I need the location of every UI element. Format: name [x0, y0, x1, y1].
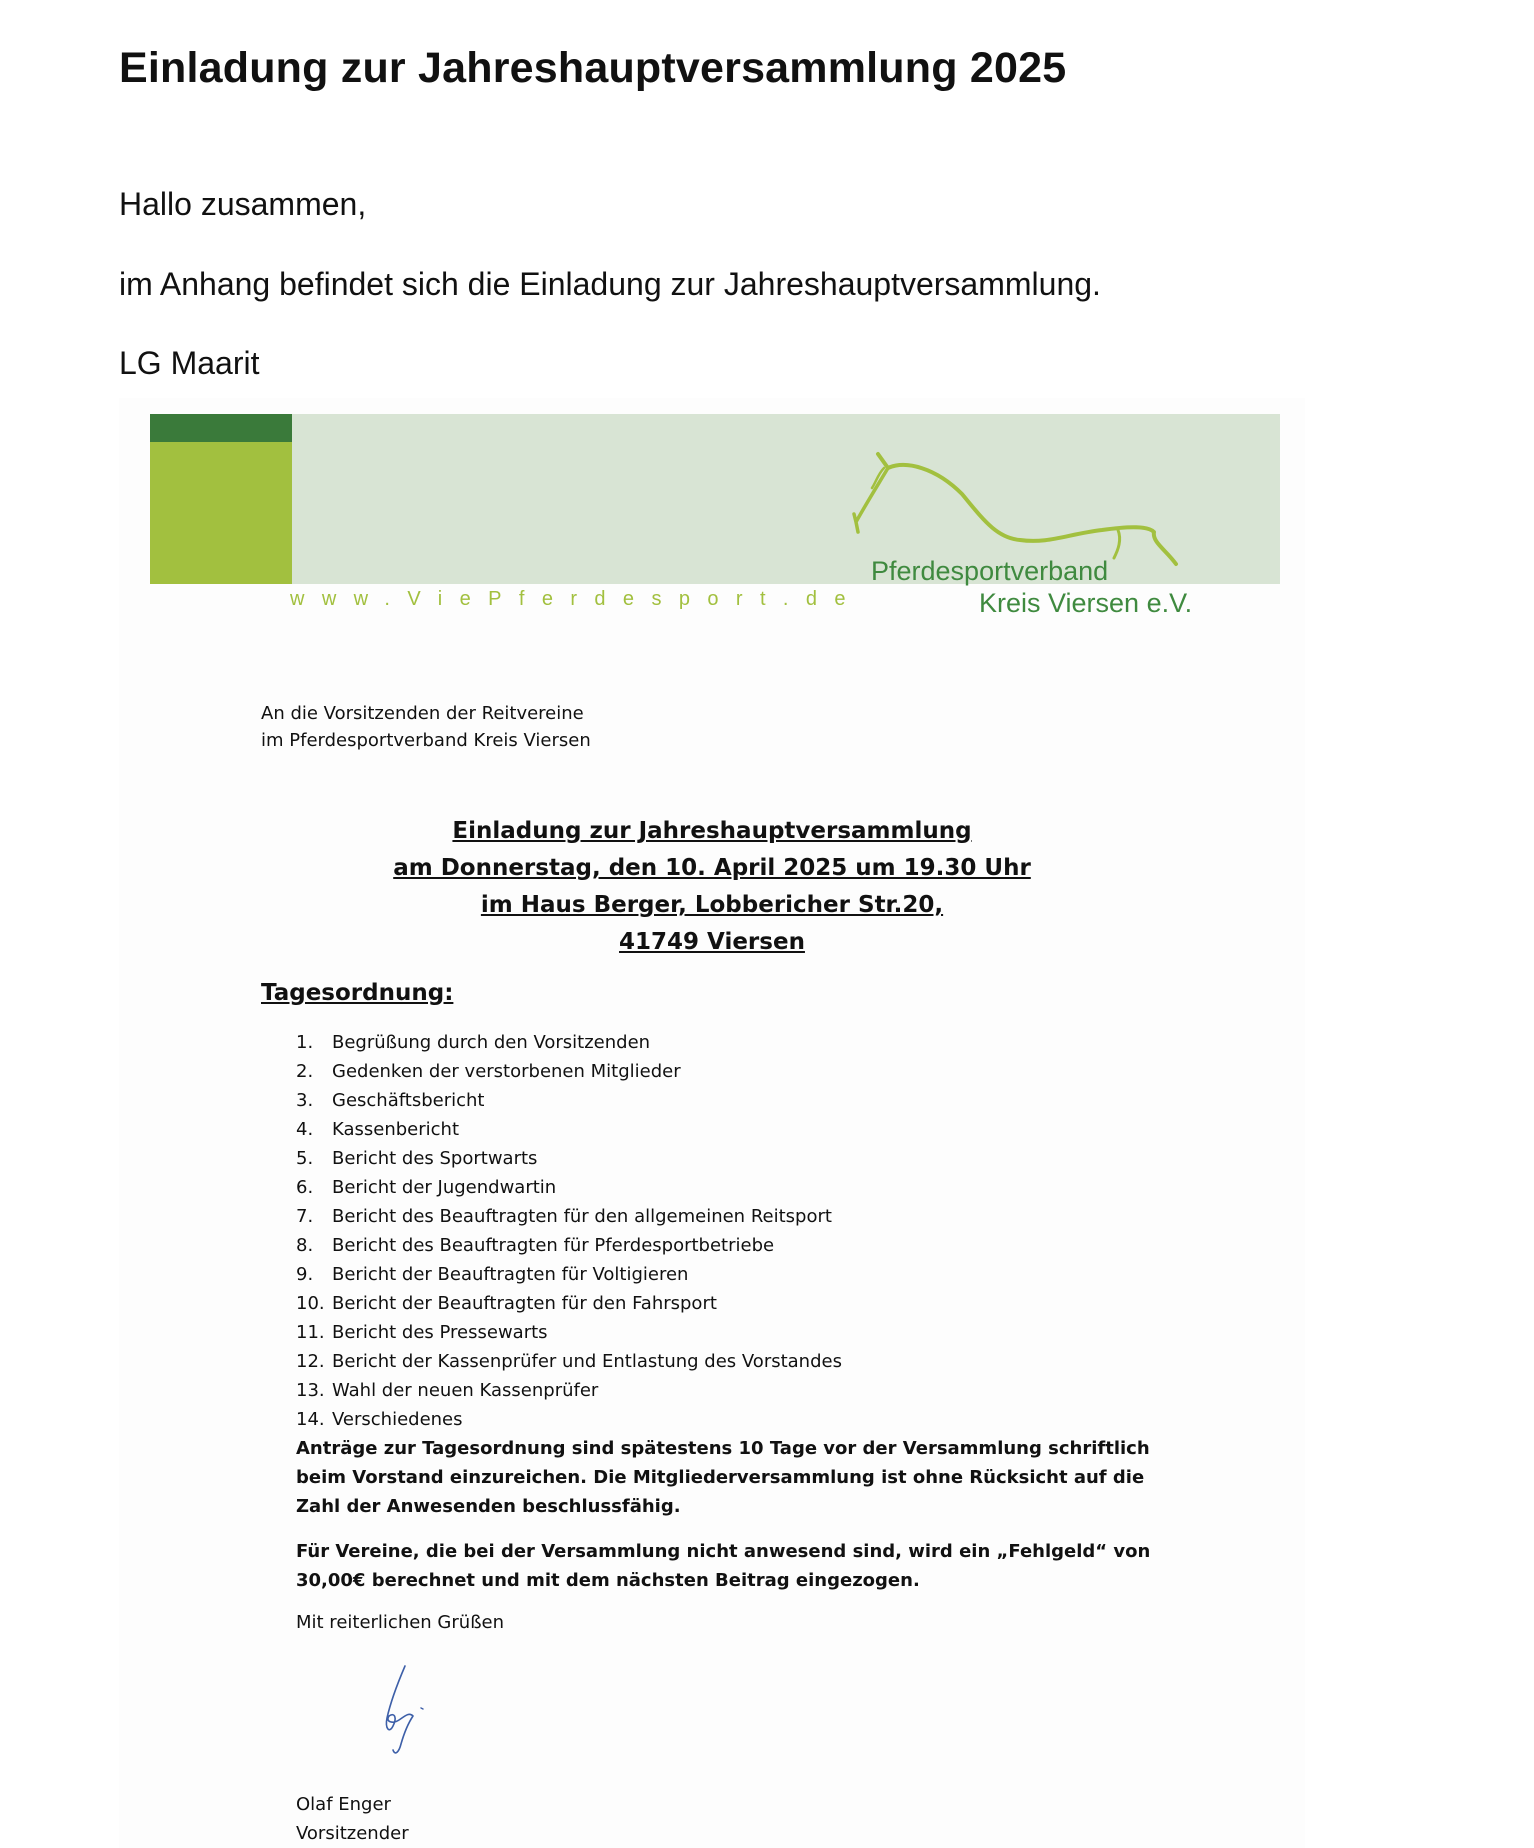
- agenda-number: 4.: [296, 1119, 314, 1140]
- agenda-list: [296, 1028, 842, 1434]
- signer-block: [296, 1790, 409, 1848]
- agenda-text: Bericht der Jugendwartin: [332, 1177, 557, 1198]
- website-url: www.ViePferdesport.de: [290, 588, 863, 610]
- recipient-line-2: im Pferdesportverband Kreis Viersen: [261, 730, 591, 751]
- heading-line-1: Einladung zur Jahreshauptversammlung: [452, 818, 972, 844]
- heading-line-2: am Donnerstag, den 10. April 2025 um 19.30 Uhr: [393, 855, 1031, 881]
- handwritten-signature: [359, 1660, 449, 1770]
- email-sign-off: LG Maarit: [119, 345, 260, 381]
- invitation-letter-attachment: [119, 398, 1305, 1848]
- agenda-item: [296, 1057, 842, 1086]
- agenda-number: 13.: [296, 1380, 325, 1401]
- agenda-number: 5.: [296, 1148, 314, 1169]
- closing-greeting: Mit reiterlichen Grüßen: [296, 1612, 505, 1633]
- agenda-text: Bericht der Beauftragten für Voltigieren: [332, 1264, 689, 1285]
- agenda-item: [296, 1028, 842, 1057]
- email-title: Einladung zur Jahreshauptversammlung 2025: [119, 44, 1067, 92]
- agenda-text: Bericht des Beauftragten für den allgemeinen Reitsport: [332, 1206, 832, 1227]
- banner-light-block: [150, 442, 292, 584]
- invitation-heading: [119, 813, 1305, 961]
- agenda-number: 7.: [296, 1206, 314, 1227]
- agenda-number: 10.: [296, 1293, 325, 1314]
- agenda-number: 2.: [296, 1061, 314, 1082]
- agenda-item: [296, 1086, 842, 1115]
- agenda-text: Bericht der Kassenprüfer und Entlastung des Vorstandes: [332, 1351, 842, 1372]
- recipient-address: [261, 700, 591, 754]
- email-greeting: Hallo zusammen,: [119, 186, 367, 222]
- agenda-item: [296, 1376, 842, 1405]
- heading-line-3: im Haus Berger, Lobbericher Str.20,: [480, 892, 944, 918]
- agenda-number: 9.: [296, 1264, 314, 1285]
- agenda-item: [296, 1173, 842, 1202]
- agenda-text: Kassenbericht: [332, 1119, 460, 1140]
- agenda-heading: Tagesordnung:: [261, 980, 454, 1006]
- letterhead-banner: [150, 414, 1280, 584]
- agenda-text: Gedenken der verstorbenen Mitglieder: [332, 1061, 681, 1082]
- recipient-line-1: An die Vorsitzenden der Reitvereine: [261, 703, 584, 724]
- agenda-number: 14.: [296, 1409, 325, 1430]
- agenda-text: Bericht der Beauftragten für den Fahrsport: [332, 1293, 717, 1314]
- org-name-line2: Kreis Viersen e.V.: [979, 588, 1193, 618]
- agenda-number: 11.: [296, 1322, 325, 1343]
- agenda-number: 8.: [296, 1235, 314, 1256]
- agenda-text: Wahl der neuen Kassenprüfer: [332, 1380, 599, 1401]
- agenda-number: 12.: [296, 1351, 325, 1372]
- agenda-text: Bericht des Pressewarts: [332, 1322, 548, 1343]
- agenda-number: 6.: [296, 1177, 314, 1198]
- signer-name: Olaf Enger: [296, 1794, 391, 1815]
- agenda-item: [296, 1231, 842, 1260]
- agenda-item: [296, 1289, 842, 1318]
- motions-notice: Anträge zur Tagesordnung sind spätestens 10 Tage vor der Versammlung schriftlich beim Vorstand einzureichen. Die Mitgliederversammlung ist ohne Rücksicht auf die Zahl der Anwesenden beschlussfähig.: [296, 1438, 1150, 1517]
- agenda-item: [296, 1144, 842, 1173]
- agenda-item: [296, 1202, 842, 1231]
- agenda-item: [296, 1318, 842, 1347]
- agenda-item: [296, 1405, 842, 1434]
- agenda-number: 3.: [296, 1090, 314, 1111]
- agenda-number: 1.: [296, 1032, 314, 1053]
- heading-line-4: 41749 Viersen: [619, 929, 805, 955]
- banner-dark-block: [150, 414, 292, 442]
- org-name-line1: Pferdesportverband: [871, 556, 1109, 586]
- agenda-item: [296, 1347, 842, 1376]
- agenda-text: Bericht des Beauftragten für Pferdesportbetriebe: [332, 1235, 775, 1256]
- agenda-text: Bericht des Sportwarts: [332, 1148, 538, 1169]
- agenda-text: Geschäftsbericht: [332, 1090, 485, 1111]
- agenda-item: [296, 1260, 842, 1289]
- agenda-item: [296, 1115, 842, 1144]
- agenda-text: Begrüßung durch den Vorsitzenden: [332, 1032, 651, 1053]
- email-body: im Anhang befindet sich die Einladung zur Jahreshauptversammlung.: [119, 266, 1101, 302]
- signer-role: Vorsitzender: [296, 1823, 409, 1844]
- absence-fee-notice: Für Vereine, die bei der Versammlung nicht anwesend sind, wird ein „Fehlgeld“ von 30,00€ berechnet und mit dem nächsten Beitrag eingezogen.: [296, 1541, 1151, 1591]
- agenda-text: Verschiedenes: [332, 1409, 463, 1430]
